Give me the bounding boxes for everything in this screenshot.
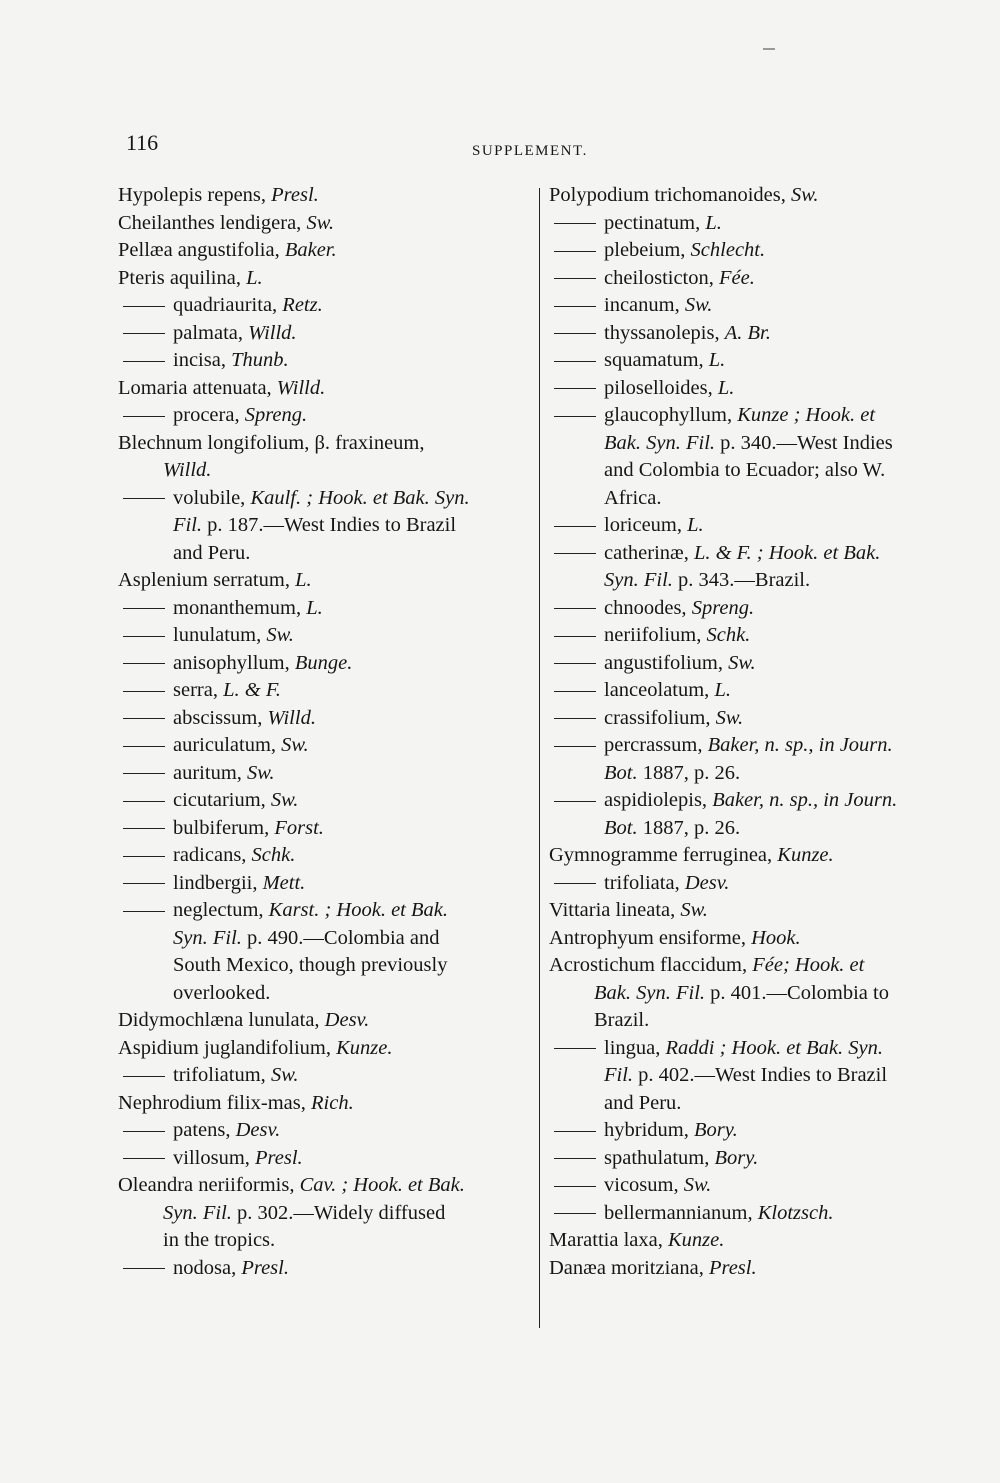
genus-species-name: Acrostichum flaccidum, [549,954,753,976]
authority: Spreng. [244,404,308,426]
authority: Retz. [282,294,323,316]
species-entry [118,402,508,430]
genus-species-name: Didymochlæna lunulata, [118,1009,325,1031]
ditto-dash [554,388,596,389]
authority: Willd. [267,706,316,729]
genus-species-name: Asplenium serratum, [118,569,296,591]
species-name: percrassum, [604,734,708,756]
species-name: villosum, [173,1146,256,1169]
ditto-dash [123,856,165,857]
species-name: lingua, [604,1036,666,1059]
authority: Raddi ; Hook. et Bak. Syn. [665,1036,883,1059]
authority: L. [295,569,312,591]
authority: Forst. [274,816,324,839]
continuation-text: p. 340.—West Indies [715,431,893,454]
authority: Kaulf. ; Hook. et Bak. Syn. [250,486,470,509]
authority: Schk. [251,844,296,866]
genus-species-name: Cheilanthes lendigera, [118,211,307,234]
entry-continuation [549,430,959,458]
species-entry [549,375,959,403]
entry-continuation [549,567,959,595]
species-name: glaucophyllum, [604,404,738,426]
species-entry [118,1117,508,1145]
authority: L. [705,211,722,234]
citation: Fil. [173,514,203,536]
genus-species-name: Nephrodium filix-mas, [118,1091,312,1114]
citation: Bot. [604,816,638,839]
authority: Presl. [241,1256,289,1279]
authority: Sw. [306,211,334,234]
species-entry [118,375,508,403]
entry-continuation [118,1200,508,1228]
citation: Bot. [604,761,638,784]
authority: Willd. [248,321,297,344]
authority: Presl. [271,184,319,206]
species-entry [549,842,959,870]
species-entry [549,787,959,815]
species-name: lunulatum, [173,624,267,646]
species-entry [118,870,508,898]
species-name: lindbergii, [173,871,263,894]
species-entry [118,760,508,788]
ditto-dash [123,1131,165,1132]
species-name: chnoodes, [604,596,692,619]
entry-continuation [118,457,508,485]
entry-continuation [549,485,959,513]
authority: Presl. [708,1256,757,1279]
species-name: pectinatum, [604,211,706,234]
ditto-dash [554,1186,596,1187]
continuation-text: p. 490.—Colombia and [241,926,440,949]
species-name: auritum, [173,761,248,784]
species-entry [118,210,508,238]
genus-species-name: Blechnum longifolium, β. fraxineum, [118,431,425,454]
species-entry [118,265,508,293]
species-entry [549,650,959,678]
species-entry [549,237,959,265]
authority: L. [306,596,323,619]
species-name: lanceolatum, [604,679,715,701]
ditto-dash [554,416,596,417]
citation: Syn. Fil. [173,926,242,949]
species-entry [118,1090,508,1118]
authority: Bunge. [294,651,353,674]
authority: Sw. [684,294,713,316]
species-name: plebeium, [604,239,691,261]
authority: Desv. [235,1119,281,1141]
authority: Sw. [791,184,819,206]
citation: Bak. Syn. Fil. [594,981,706,1004]
ditto-dash [554,1048,596,1049]
entry-continuation [549,1007,959,1035]
species-entry [549,952,959,980]
genus-species-name: Antrophyum ensiforme, [549,926,752,949]
authority: Desv. [684,871,730,894]
ditto-dash [554,251,596,252]
species-name: incanum, [604,294,685,316]
authority: L. [708,349,726,371]
citation: Fil. [604,1064,634,1086]
species-name: quadriaurita, [173,294,283,316]
species-entry [549,292,959,320]
authority: Thunb. [231,349,289,371]
authority: Schlecht. [690,239,766,261]
authority: Sw. [247,761,275,784]
ditto-dash [123,416,165,417]
species-entry [549,870,959,898]
species-name: loriceum, [604,514,688,536]
species-entry [549,705,959,733]
continuation-text: South Mexico, though previously [173,954,448,976]
species-name: spathulatum, [604,1146,715,1169]
authority: L. & F. [223,679,281,701]
authority: Sw. [728,651,756,674]
species-entry [118,182,508,210]
genus-species-name: Pteris aquilina, [118,266,247,289]
species-name: procera, [173,404,245,426]
entry-continuation [549,1090,959,1118]
authority: Baker, n. sp., in Journ. [707,734,893,756]
genus-species-name: Hypolepis repens, [118,184,272,206]
continuation-text: Brazil. [594,1009,650,1031]
species-entry [118,1062,508,1090]
entry-continuation [118,1227,508,1255]
species-name: nodosa, [173,1256,242,1279]
running-header: SUPPLEMENT. [472,143,588,159]
genus-species-name: Aspidium juglandifolium, [118,1036,337,1059]
authority: Sw. [715,706,744,729]
species-entry [118,787,508,815]
species-entry [549,622,959,650]
entry-continuation [549,457,959,485]
authority: Kunze. [777,844,834,866]
ditto-dash [123,306,165,307]
authority: Mett. [262,871,306,894]
authority: Presl. [255,1146,303,1169]
authority: L. [714,679,731,701]
authority: Klotzsch. [757,1201,834,1224]
species-entry [118,897,508,925]
genus-species-name: Lomaria attenuata, [118,376,277,399]
ditto-dash [554,608,596,609]
entry-continuation [118,512,508,540]
ditto-dash [554,553,596,554]
species-name: trifoliata, [604,871,685,894]
species-name: palmata, [173,321,249,344]
species-name: anisophyllum, [173,651,295,674]
ditto-dash [554,636,596,637]
ditto-dash [554,1131,596,1132]
species-entry [549,732,959,760]
species-entry [549,512,959,540]
species-entry [118,595,508,623]
species-name: neriifolium, [604,624,707,646]
species-name: volubile, [173,486,251,509]
genus-species-name: Gymnogramme ferruginea, [549,844,778,866]
species-entry [118,347,508,375]
ditto-dash [554,1213,596,1214]
authority: A. Br. [724,321,771,344]
species-entry [118,1145,508,1173]
species-entry [549,1200,959,1228]
ditto-dash [123,498,165,499]
ditto-dash [554,1158,596,1159]
species-entry [118,1255,508,1283]
print-mark [763,48,775,50]
authority: Baker. [284,239,337,261]
species-name: crassifolium, [604,706,716,729]
species-entry [118,1172,508,1200]
continuation-text: in the tropics. [163,1229,276,1251]
species-entry [118,842,508,870]
ditto-dash [123,718,165,719]
authority: L. [717,376,735,399]
ditto-dash [554,746,596,747]
species-entry [118,320,508,348]
authority: Fée. [719,266,755,289]
continuation-text: p. 402.—West Indies to Brazil [633,1064,888,1086]
genus-species-name: Vittaria lineata, [549,899,681,921]
authority: Sw. [266,624,294,646]
authority: Fée; Hook. et [752,954,865,976]
authority: Schk. [706,624,751,646]
ditto-dash [123,773,165,774]
species-entry [549,402,959,430]
species-name: piloselloides, [604,376,718,399]
species-name: catherinæ, [604,541,694,564]
genus-species-name: Marattia laxa, [549,1229,668,1251]
species-name: cheilosticton, [604,266,720,289]
genus-species-name: Danæa moritziana, [549,1256,709,1279]
species-entry [549,1227,959,1255]
ditto-dash [554,361,596,362]
species-entry [118,1035,508,1063]
continuation-text: p. 302.—Widely diffused [231,1201,446,1224]
species-name: monanthemum, [173,596,307,619]
species-entry [118,650,508,678]
ditto-dash [123,883,165,884]
ditto-dash [123,1076,165,1077]
ditto-dash [123,663,165,664]
species-entry [118,237,508,265]
ditto-dash [123,333,165,334]
species-entry [118,1007,508,1035]
citation: Syn. Fil. [604,569,673,591]
ditto-dash [554,278,596,279]
species-entry [549,1255,959,1283]
species-name: auriculatum, [173,734,282,756]
authority: Cav. ; Hook. et Bak. [299,1174,465,1196]
species-name: bellermannianum, [604,1201,758,1224]
authority: Kunze. [667,1229,725,1251]
ditto-dash [123,746,165,747]
genus-species-name: Polypodium trichomanoides, [549,184,791,206]
ditto-dash [123,608,165,609]
column-divider [539,188,540,1328]
species-name: cicutarium, [173,789,271,811]
entry-continuation [118,540,508,568]
authority: Sw. [683,1174,712,1196]
entry-continuation [118,980,508,1008]
species-entry [118,677,508,705]
ditto-dash [123,361,165,362]
species-entry [549,677,959,705]
authority: Sw. [281,734,309,756]
ditto-dash [123,828,165,829]
authority: Hook. [751,926,801,949]
species-entry [118,567,508,595]
species-entry [118,430,508,458]
entry-continuation [549,1062,959,1090]
species-name: squamatum, [604,349,709,371]
ditto-dash [123,911,165,912]
species-name: thyssanolepis, [604,321,725,344]
authority: Spreng. [691,596,755,619]
entry-continuation [549,760,959,788]
species-name: aspidiolepis, [604,789,713,811]
species-entry [549,1117,959,1145]
species-entry [118,815,508,843]
species-entry [118,705,508,733]
authority: Desv. [324,1009,370,1031]
authority: L. [687,514,704,536]
ditto-dash [123,691,165,692]
authority: Sw. [680,899,708,921]
authority: Bory. [714,1146,759,1169]
citation: Bak. Syn. Fil. [604,431,716,454]
page-number: 116 [126,130,159,155]
authority: Sw. [270,789,299,811]
genus-species-name: Oleandra neriiformis, [118,1174,300,1196]
species-entry [549,1035,959,1063]
ditto-dash [554,663,596,664]
entry-continuation [549,980,959,1008]
species-name: radicans, [173,844,252,866]
ditto-dash [554,801,596,802]
genus-species-name: Pellæa angustifolia, [118,239,285,261]
authority: L. & F. ; Hook. et Bak. [693,541,881,564]
continuation-text: and Peru. [604,1091,682,1114]
authority: Kunze. [336,1036,393,1059]
citation: Willd. [163,459,212,481]
authority: Rich. [311,1091,354,1114]
continuation-text: 1887, p. 26. [637,761,741,784]
continuation-text: p. 343.—Brazil. [672,569,811,591]
ditto-dash [123,1158,165,1159]
ditto-dash [554,526,596,527]
ditto-dash [123,1268,165,1269]
ditto-dash [554,718,596,719]
continuation-text: Africa. [604,486,662,509]
species-entry [118,485,508,513]
continuation-text: and Colombia to Ecuador; also W. [604,459,886,481]
species-entry [549,210,959,238]
ditto-dash [123,801,165,802]
species-name: vicosum, [604,1174,684,1196]
species-entry [549,182,959,210]
species-entry [549,540,959,568]
ditto-dash [554,333,596,334]
authority: Willd. [276,376,326,399]
ditto-dash [554,883,596,884]
continuation-text: 1887, p. 26. [637,816,741,839]
species-entry [118,292,508,320]
authority: Sw. [270,1064,299,1086]
species-entry [549,925,959,953]
ditto-dash [554,223,596,224]
authority: Kunze ; Hook. et [737,404,876,426]
ditto-dash [554,691,596,692]
right-column [549,182,959,1282]
continuation-text: p. 401.—Colombia to [705,981,889,1004]
ditto-dash [554,306,596,307]
species-name: neglectum, [173,899,269,921]
species-name: serra, [173,679,224,701]
authority: Karst. ; Hook. et Bak. [268,899,448,921]
species-entry [549,595,959,623]
species-entry [549,897,959,925]
citation: Syn. Fil. [163,1201,232,1224]
entry-continuation [549,815,959,843]
species-name: abscissum, [173,706,268,729]
species-entry [549,265,959,293]
species-name: angustifolium, [604,651,729,674]
species-entry [549,1145,959,1173]
authority: L. [246,266,263,289]
species-entry [549,347,959,375]
species-entry [118,732,508,760]
entry-continuation [118,952,508,980]
species-entry [118,622,508,650]
species-name: incisa, [173,349,232,371]
ditto-dash [123,636,165,637]
continuation-text: p. 187.—West Indies to Brazil [202,514,457,536]
left-column [118,182,508,1282]
species-entry [549,1172,959,1200]
species-entry [549,320,959,348]
species-name: bulbiferum, [173,816,275,839]
entry-continuation [118,925,508,953]
species-name: hybridum, [604,1119,694,1141]
species-name: trifoliatum, [173,1064,271,1086]
species-name: patens, [173,1119,236,1141]
authority: Bory. [693,1119,738,1141]
authority: Baker, n. sp., in Journ. [712,789,898,811]
continuation-text: and Peru. [173,541,251,564]
continuation-text: overlooked. [173,981,271,1004]
